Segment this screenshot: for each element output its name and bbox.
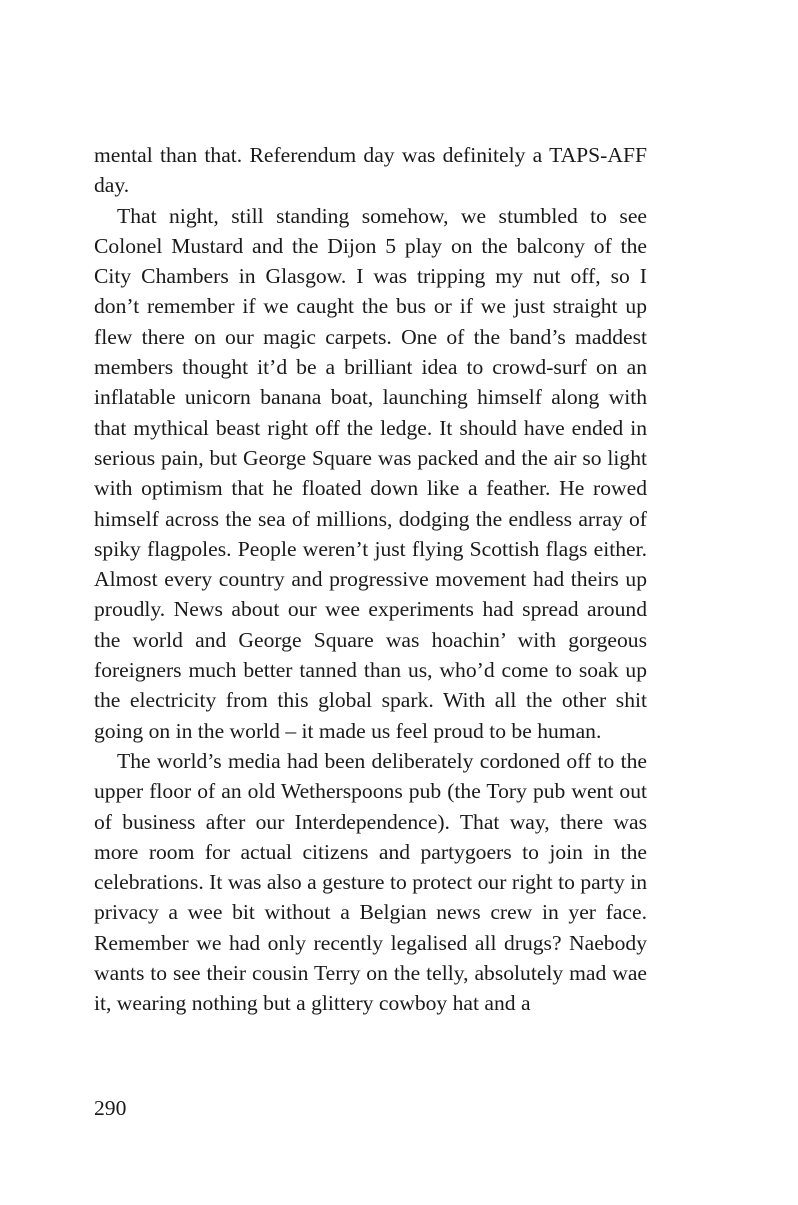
page-number: 290 xyxy=(94,1096,127,1120)
body-text xyxy=(94,140,647,1019)
paragraph-media: The world’s media had been deliberately cordoned off to the upper floor of an old Wetherspoons pub (the Tory pub went out of business after our Interdependence). That way, there was more room for actual citizens and partygoers to join in the celebrations. It was also a gesture to protect our right to party in privacy a wee bit without a Belgian news crew in yer face. Remember we had only recently legalised all drugs? Naebody wants to see their cousin Terry on the telly, absolutely mad wae it, wearing nothing but a glittery cowboy hat and a xyxy=(94,748,647,1016)
paragraph-continuation: mental than that. Referendum day was definitely a TAPS-AFF day. xyxy=(94,143,647,198)
paragraph-concert: That night, still standing somehow, we stumbled to see Colonel Mustard and the Dijon 5 play on the balcony of the City Chambers in Glasgow. I was tripping my nut off, so I don’t remember if we caught the bus or if we just straight up flew there on our magic carpets. One of the band’s maddest members thought it’d be a brilliant idea to crowd-surf on an inflatable unicorn banana boat, launching himself along with that mythical beast right off the ledge. It should have ended in serious pain, but George Square was packed and the air so light with optimism that he floated down like a feather. He rowed himself across the sea of millions, dodging the endless array of spiky flagpoles. People weren’t just flying Scottish flags either. Almost every country and progressive movement had theirs up proudly. News about our wee experiments had spread around the world and George Square was hoachin’ with gorgeous foreigners much better tanned than us, who’d come to soak up the electricity from this global spark. With all the other shit going on in the world – it made us feel proud to be human. xyxy=(94,203,647,743)
